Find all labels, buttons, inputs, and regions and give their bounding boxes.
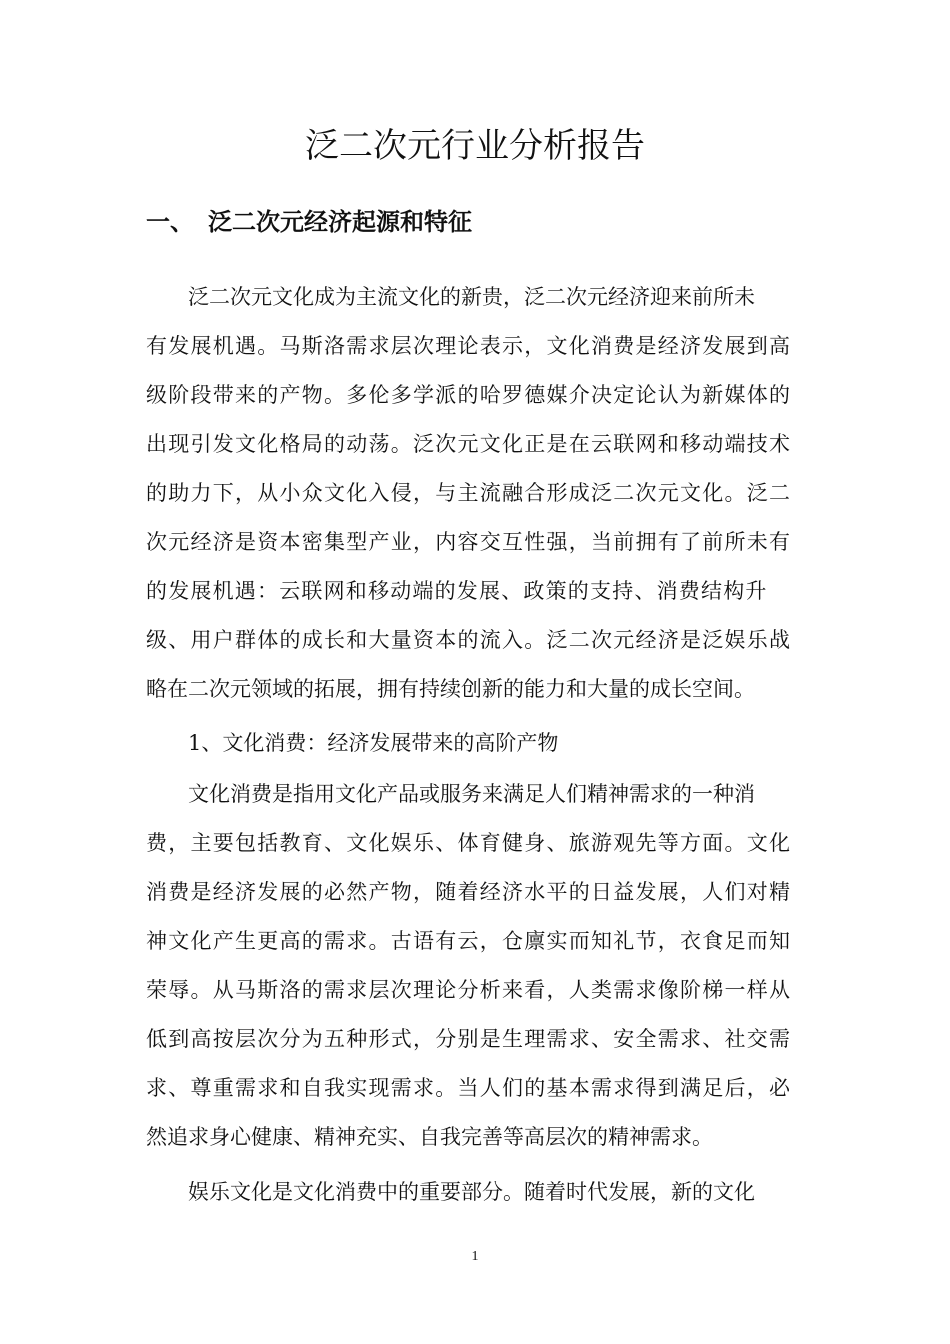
paragraph-line: 级阶段带来的产物。多伦多学派的哈罗德媒介决定论认为新媒体的	[146, 383, 790, 407]
section-heading	[146, 202, 472, 242]
paragraph-line: 消费是经济发展的必然产物，随着经济水平的日益发展，人们对精	[146, 880, 790, 904]
subsection-heading: 1、文化消费：经济发展带来的高阶产物	[188, 731, 559, 755]
paragraph-line: 的发展机遇：云联网和移动端的发展、政策的支持、消费结构升	[146, 579, 768, 603]
paragraph-line: 低到高按层次分为五种形式，分别是生理需求、安全需求、社交需	[146, 1027, 790, 1051]
paragraph-line: 娱乐文化是文化消费中的重要部分。随着时代发展，新的文化	[188, 1180, 755, 1204]
paragraph-line: 费，主要包括教育、文化娱乐、体育健身、旅游观先等方面。文化	[146, 831, 790, 855]
page-number: 1	[471, 1249, 479, 1264]
section-number: 一、	[146, 208, 194, 236]
section-heading-text: 泛二次元经济起源和特征	[208, 208, 472, 236]
paragraph-line: 级、用户群体的成长和大量资本的流入。泛二次元经济是泛娱乐战	[146, 628, 790, 652]
paragraph-line: 次元经济是资本密集型产业，内容交互性强，当前拥有了前所未有	[146, 530, 790, 554]
paragraph-line: 泛二次元文化成为主流文化的新贵，泛二次元经济迎来前所未	[188, 285, 755, 309]
document-title: 泛二次元行业分析报告	[305, 126, 645, 166]
paragraph-line: 荣辱。从马斯洛的需求层次理论分析来看，人类需求像阶梯一样从	[146, 978, 790, 1002]
paragraph-line: 有发展机遇。马斯洛需求层次理论表示，文化消费是经济发展到高	[146, 334, 790, 358]
paragraph-line: 求、尊重需求和自我实现需求。当人们的基本需求得到满足后，必	[146, 1076, 790, 1100]
paragraph-line: 出现引发文化格局的动荡。泛次元文化正是在云联网和移动端技术	[146, 432, 790, 456]
paragraph-line: 的助力下，从小众文化入侵，与主流融合形成泛二次元文化。泛二	[146, 481, 790, 505]
paragraph-line: 神文化产生更高的需求。古语有云，仓廪实而知礼节，衣食足而知	[146, 929, 790, 953]
paragraph-line: 然追求身心健康、精神充实、自我完善等高层次的精神需求。	[146, 1125, 713, 1149]
paragraph-line: 文化消费是指用文化产品或服务来满足人们精神需求的一种消	[188, 782, 755, 806]
paragraph-line: 略在二次元领域的拓展，拥有持续创新的能力和大量的成长空间。	[146, 677, 755, 701]
